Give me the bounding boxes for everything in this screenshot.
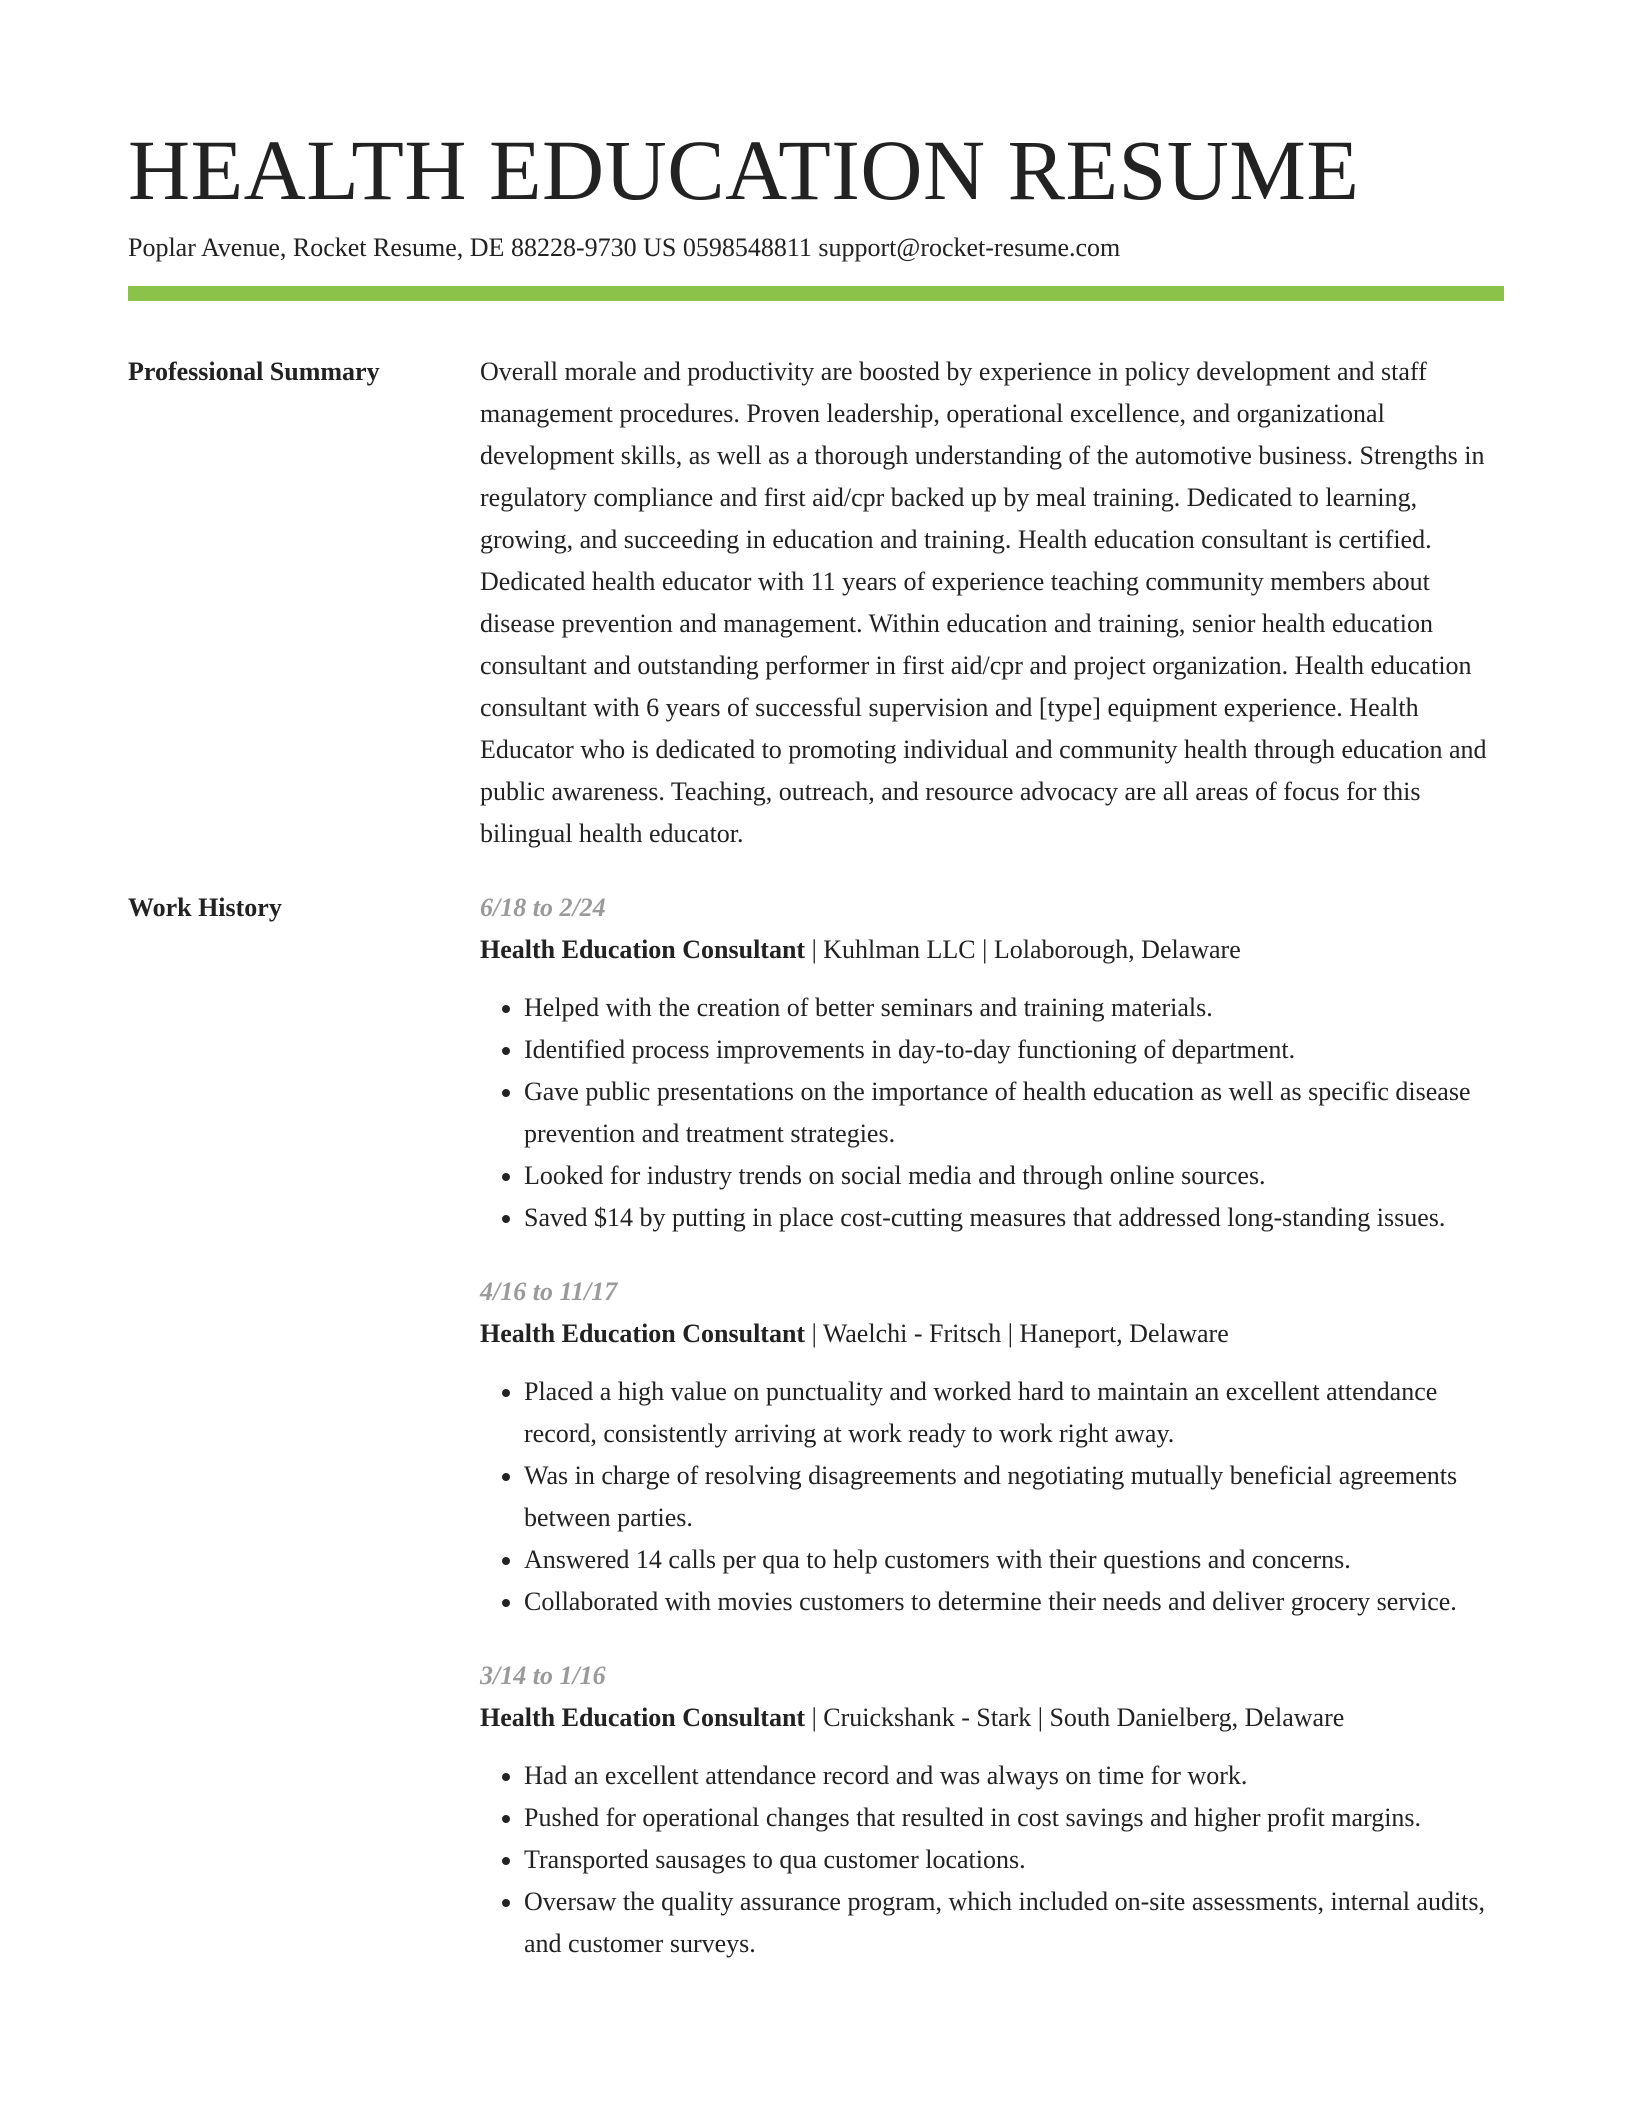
job-bullet: • Transported sausages to qua customer locations. [524,1839,1504,1881]
job-title: Health Education Consultant [480,1703,806,1732]
job-bullet: • Helped with the creation of better seminars and training materials. [524,987,1504,1029]
job-details: | Waelchi - Fritsch | Haneport, Delaware [805,1319,1229,1348]
job-bullet-list [480,1755,1504,1965]
job-title: Health Education Consultant [480,935,806,964]
job-dates: 6/18 to 2/24 [480,893,606,922]
job-heading [480,929,1504,971]
header-divider [128,286,1504,301]
work-history-body [480,887,1504,1997]
job-bullet-list [480,987,1504,1239]
section-heading-summary: Professional Summary [128,357,380,386]
job-dates: 4/16 to 11/17 [480,1277,618,1306]
contact-line: Poplar Avenue, Rocket Resume, DE 88228-9730 US 0598548811 support@rocket-resume.com [128,233,1121,262]
job-bullet: • Oversaw the quality assurance program, which included on-site assessments, internal audits, and customer surveys. [524,1881,1504,1965]
professional-summary-section [128,351,1504,855]
summary-text: Overall morale and productivity are boosted by experience in policy development and staff management procedures. Proven leadership, operational excellence, and organizational development skills, as well as a thorough understanding of the automotive business. Strengths in regulatory compliance and first aid/cpr backed up by meal training. Dedicated to learning, growing, and succeeding in education and training. Health education consultant is certified. Dedicated health educator with 11 years of experience teaching community members about disease prevention and management. Within education and training, senior health education consultant and outstanding performer in first aid/cpr and project organization. Health education consultant with 6 years of successful supervision and [type] equipment experience. Health Educator who is dedicated to promoting individual and community health through education and public awareness. Teaching, outreach, and resource advocacy are all areas of focus for this bilingual health educator. [480,357,1487,848]
job-bullet: • Had an excellent attendance record and was always on time for work. [524,1755,1504,1797]
job-bullet: • Looked for industry trends on social media and through online sources. [524,1155,1504,1197]
job-bullet: • Collaborated with movies customers to determine their needs and deliver grocery service. [524,1581,1504,1623]
work-history-section [128,887,1504,1997]
resume-title: HEALTH EDUCATION RESUME [128,122,1360,218]
job-bullet: • Saved $14 by putting in place cost-cutting measures that addressed long-standing issues. [524,1197,1504,1239]
job-bullet: • Pushed for operational changes that resulted in cost savings and higher profit margins. [524,1797,1504,1839]
job-heading [480,1313,1504,1355]
summary-body [480,351,1504,855]
job-dates: 3/14 to 1/16 [480,1661,606,1690]
job-bullet: • Answered 14 calls per qua to help customers with their questions and concerns. [524,1539,1504,1581]
job-bullet: • Placed a high value on punctuality and worked hard to maintain an excellent attendance record, consistently arriving at work ready to work right away. [524,1371,1504,1455]
job-bullet: • Was in charge of resolving disagreements and negotiating mutually beneficial agreements between parties. [524,1455,1504,1539]
job-entry [480,887,1504,1239]
job-heading [480,1697,1504,1739]
job-bullet: • Gave public presentations on the importance of health education as well as specific disease prevention and treatment strategies. [524,1071,1504,1155]
job-bullet-list [480,1371,1504,1623]
job-title: Health Education Consultant [480,1319,806,1348]
section-heading-work-history: Work History [128,893,282,922]
job-details: | Cruickshank - Stark | South Danielberg, Delaware [805,1703,1345,1732]
job-bullet: • Identified process improvements in day-to-day functioning of department. [524,1029,1504,1071]
job-entry [480,1655,1504,1965]
job-entry [480,1271,1504,1623]
resume-page [128,0,1504,1997]
job-details: | Kuhlman LLC | Lolaborough, Delaware [805,935,1241,964]
